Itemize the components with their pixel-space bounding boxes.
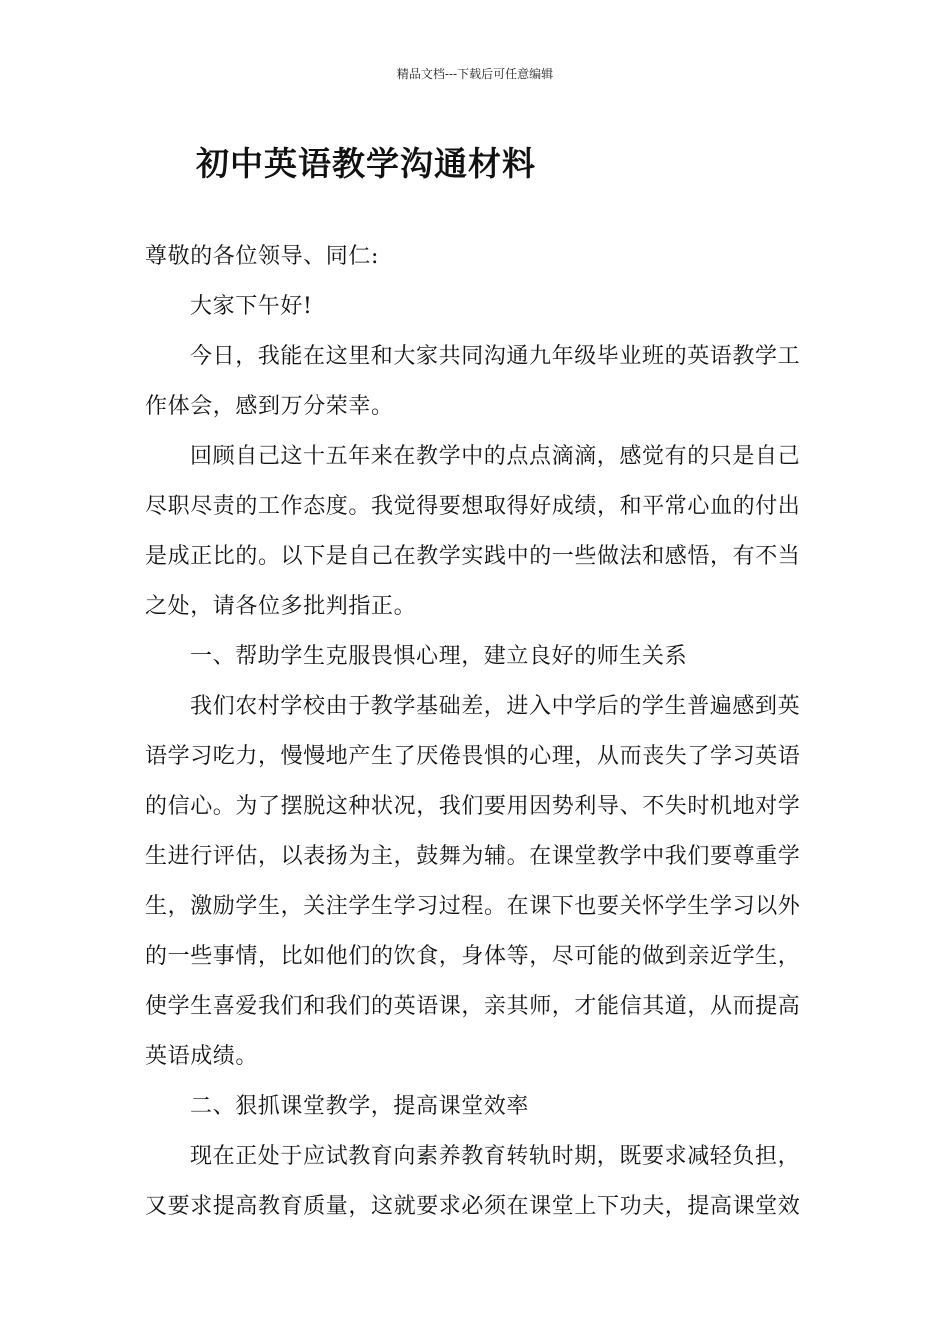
paragraph-section-2: 现在正处于应试教育向素养教育转轨时期，既要求减轻负担，又要求提高教育质量，这就要求必须在课堂上下功夫，提高课堂效	[145, 1144, 801, 1219]
paragraph-greeting: 大家下午好!	[190, 294, 313, 319]
salutation: 尊敬的各位领导、同仁:	[145, 244, 380, 269]
section-heading-1: 一、帮助学生克服畏惧心理，建立良好的师生关系	[190, 644, 688, 669]
paragraph-intro: 今日，我能在这里和大家共同沟通九年级毕业班的英语教学工作体会，感到万分荣幸。	[145, 344, 801, 419]
document-body	[145, 232, 807, 1232]
paragraph-review: 回顾自己这十五年来在教学中的点点滴滴，感觉有的只是自己尽职尽责的工作态度。我觉得要想取得好成绩，和平常心血的付出是成正比的。以下是自己在教学实践中的一些做法和感悟，有不当之处，请各位多批判指正。	[145, 444, 801, 619]
section-heading-2: 二、狠抓课堂教学，提高课堂效率	[190, 1094, 530, 1119]
paragraph-section-1: 我们农村学校由于教学基础差，进入中学后的学生普遍感到英语学习吃力，慢慢地产生了厌倦畏惧的心理，从而丧失了学习英语的信心。为了摆脱这种状况，我们要用因势利导、不失时机地对学生进行评估，以表扬为主，鼓舞为辅。在课堂教学中我们要尊重学生，激励学生，关注学生学习过程。在课下也要关怀学生学习以外的一些事情，比如他们的饮食，身体等，尽可能的做到亲近学生，使学生喜爱我们和我们的英语课，亲其师，才能信其道，从而提高英语成绩。	[145, 694, 801, 1069]
page-header: 精品文档---下载后可任意编辑	[396, 67, 554, 81]
document-title: 初中英语教学沟通材料	[196, 144, 536, 183]
